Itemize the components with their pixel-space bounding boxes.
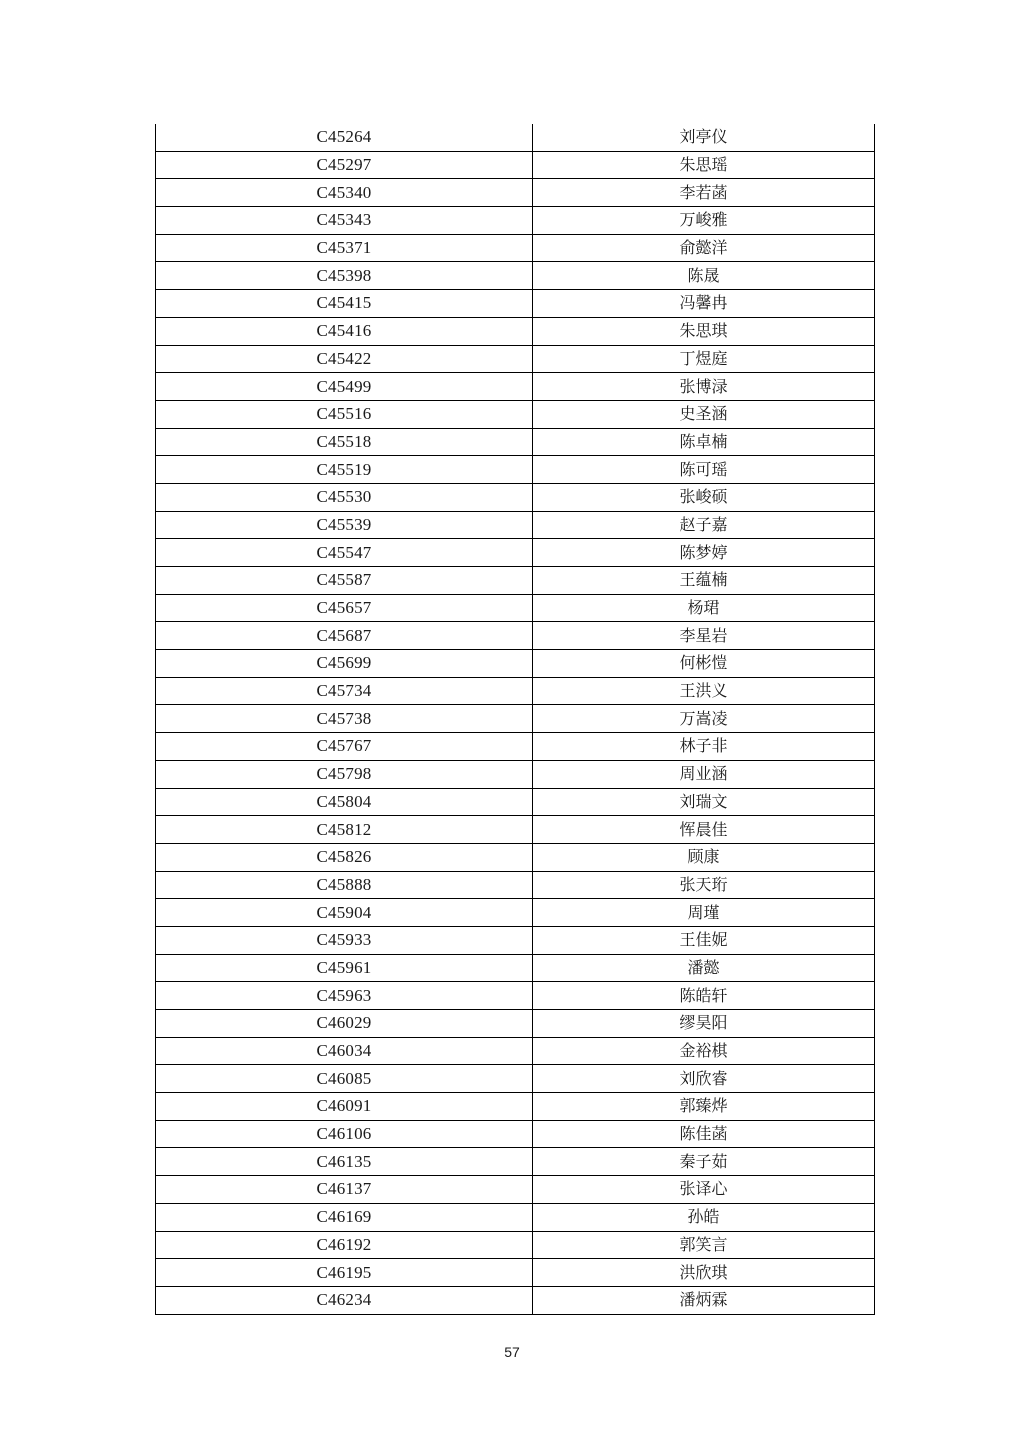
row-name-cell: 陈可瑶: [533, 456, 875, 484]
table-row: [156, 456, 875, 484]
row-name-cell: 陈晟: [533, 262, 875, 290]
row-name-cell: 刘瑞文: [533, 788, 875, 816]
row-name-cell: 恽晨佳: [533, 816, 875, 844]
row-id-cell: C45343: [156, 207, 533, 235]
row-id-cell: C45415: [156, 290, 533, 318]
row-id-cell: C45297: [156, 151, 533, 179]
table-row: [156, 539, 875, 567]
table-row: [156, 1065, 875, 1093]
table-row: [156, 622, 875, 650]
table-row: [156, 733, 875, 761]
row-name-cell: 冯馨冉: [533, 290, 875, 318]
table-row: [156, 124, 875, 151]
table-row: [156, 1259, 875, 1287]
row-name-cell: 郭臻烨: [533, 1093, 875, 1121]
row-id-cell: C45699: [156, 650, 533, 678]
table-row: [156, 982, 875, 1010]
row-name-cell: 李星岩: [533, 622, 875, 650]
table-row: [156, 816, 875, 844]
row-name-cell: 周业涵: [533, 760, 875, 788]
table-row: [156, 1231, 875, 1259]
row-id-cell: C46029: [156, 1010, 533, 1038]
row-id-cell: C45422: [156, 345, 533, 373]
table-row: [156, 788, 875, 816]
row-id-cell: C45812: [156, 816, 533, 844]
row-id-cell: C45340: [156, 179, 533, 207]
row-id-cell: C45518: [156, 428, 533, 456]
row-name-cell: 林子非: [533, 733, 875, 761]
row-name-cell: 万嵩凌: [533, 705, 875, 733]
row-name-cell: 杨珺: [533, 594, 875, 622]
table-row: [156, 1093, 875, 1121]
row-name-cell: 郭笑言: [533, 1231, 875, 1259]
row-name-cell: 洪欣琪: [533, 1259, 875, 1287]
row-id-cell: C46091: [156, 1093, 533, 1121]
row-id-cell: C45587: [156, 567, 533, 595]
row-name-cell: 潘懿: [533, 954, 875, 982]
row-id-cell: C45933: [156, 926, 533, 954]
row-name-cell: 何彬愷: [533, 650, 875, 678]
row-name-cell: 赵子嘉: [533, 511, 875, 539]
row-name-cell: 陈佳菡: [533, 1120, 875, 1148]
table-row: [156, 290, 875, 318]
row-name-cell: 朱思琪: [533, 317, 875, 345]
table-row: [156, 1286, 875, 1314]
table-row: [156, 1120, 875, 1148]
row-id-cell: C45657: [156, 594, 533, 622]
row-name-cell: 秦子茹: [533, 1148, 875, 1176]
row-id-cell: C45687: [156, 622, 533, 650]
row-name-cell: 丁煜庭: [533, 345, 875, 373]
table-row: [156, 483, 875, 511]
table-row: [156, 234, 875, 262]
row-name-cell: 刘亭仪: [533, 124, 875, 151]
table-row: [156, 871, 875, 899]
table-row: [156, 594, 875, 622]
table-row: [156, 954, 875, 982]
row-id-cell: C46034: [156, 1037, 533, 1065]
table-row: [156, 677, 875, 705]
row-id-cell: C45734: [156, 677, 533, 705]
row-id-cell: C45804: [156, 788, 533, 816]
row-id-cell: C45516: [156, 400, 533, 428]
row-id-cell: C46106: [156, 1120, 533, 1148]
row-id-cell: C45539: [156, 511, 533, 539]
row-id-cell: C46195: [156, 1259, 533, 1287]
table-row: [156, 1010, 875, 1038]
row-name-cell: 刘欣睿: [533, 1065, 875, 1093]
table-row: [156, 760, 875, 788]
row-name-cell: 张博渌: [533, 373, 875, 401]
row-name-cell: 缪昊阳: [533, 1010, 875, 1038]
row-id-cell: C45798: [156, 760, 533, 788]
row-name-cell: 俞懿洋: [533, 234, 875, 262]
table-row: [156, 843, 875, 871]
table-row: [156, 705, 875, 733]
table-row: [156, 926, 875, 954]
row-name-cell: 顾康: [533, 843, 875, 871]
row-name-cell: 朱思瑶: [533, 151, 875, 179]
row-name-cell: 王蕴楠: [533, 567, 875, 595]
row-id-cell: C45264: [156, 124, 533, 151]
row-id-cell: C45398: [156, 262, 533, 290]
row-name-cell: 王洪义: [533, 677, 875, 705]
row-id-cell: C45904: [156, 899, 533, 927]
row-name-cell: 万峻雅: [533, 207, 875, 235]
roster-table-body: [156, 124, 875, 1314]
row-id-cell: C45767: [156, 733, 533, 761]
table-row: [156, 1176, 875, 1204]
table-row: [156, 317, 875, 345]
table-row: [156, 151, 875, 179]
row-name-cell: 张峻硕: [533, 483, 875, 511]
table-row: [156, 650, 875, 678]
row-id-cell: C45826: [156, 843, 533, 871]
row-name-cell: 史圣涵: [533, 400, 875, 428]
row-id-cell: C46169: [156, 1203, 533, 1231]
row-id-cell: C45888: [156, 871, 533, 899]
row-name-cell: 李若菡: [533, 179, 875, 207]
row-id-cell: C45416: [156, 317, 533, 345]
row-id-cell: C45547: [156, 539, 533, 567]
row-id-cell: C46234: [156, 1286, 533, 1314]
table-row: [156, 262, 875, 290]
table-row: [156, 567, 875, 595]
row-name-cell: 张天珩: [533, 871, 875, 899]
row-id-cell: C45738: [156, 705, 533, 733]
table-row: [156, 207, 875, 235]
row-name-cell: 张译心: [533, 1176, 875, 1204]
row-id-cell: C45530: [156, 483, 533, 511]
row-id-cell: C45961: [156, 954, 533, 982]
table-row: [156, 899, 875, 927]
table-row: [156, 511, 875, 539]
row-id-cell: C46192: [156, 1231, 533, 1259]
table-row: [156, 345, 875, 373]
row-name-cell: 潘炳霖: [533, 1286, 875, 1314]
row-id-cell: C45499: [156, 373, 533, 401]
table-row: [156, 1037, 875, 1065]
table-row: [156, 428, 875, 456]
row-name-cell: 金裕棋: [533, 1037, 875, 1065]
row-name-cell: 陈皓轩: [533, 982, 875, 1010]
roster-table: [155, 124, 875, 1315]
table-row: [156, 373, 875, 401]
row-name-cell: 陈梦婷: [533, 539, 875, 567]
row-id-cell: C46085: [156, 1065, 533, 1093]
page-number: 57: [504, 1344, 520, 1360]
table-row: [156, 1148, 875, 1176]
row-name-cell: 王佳妮: [533, 926, 875, 954]
row-id-cell: C45371: [156, 234, 533, 262]
table-row: [156, 400, 875, 428]
row-id-cell: C45963: [156, 982, 533, 1010]
row-id-cell: C46135: [156, 1148, 533, 1176]
row-id-cell: C45519: [156, 456, 533, 484]
table-row: [156, 1203, 875, 1231]
row-id-cell: C46137: [156, 1176, 533, 1204]
row-name-cell: 孙皓: [533, 1203, 875, 1231]
row-name-cell: 陈卓楠: [533, 428, 875, 456]
table-row: [156, 179, 875, 207]
row-name-cell: 周瑾: [533, 899, 875, 927]
